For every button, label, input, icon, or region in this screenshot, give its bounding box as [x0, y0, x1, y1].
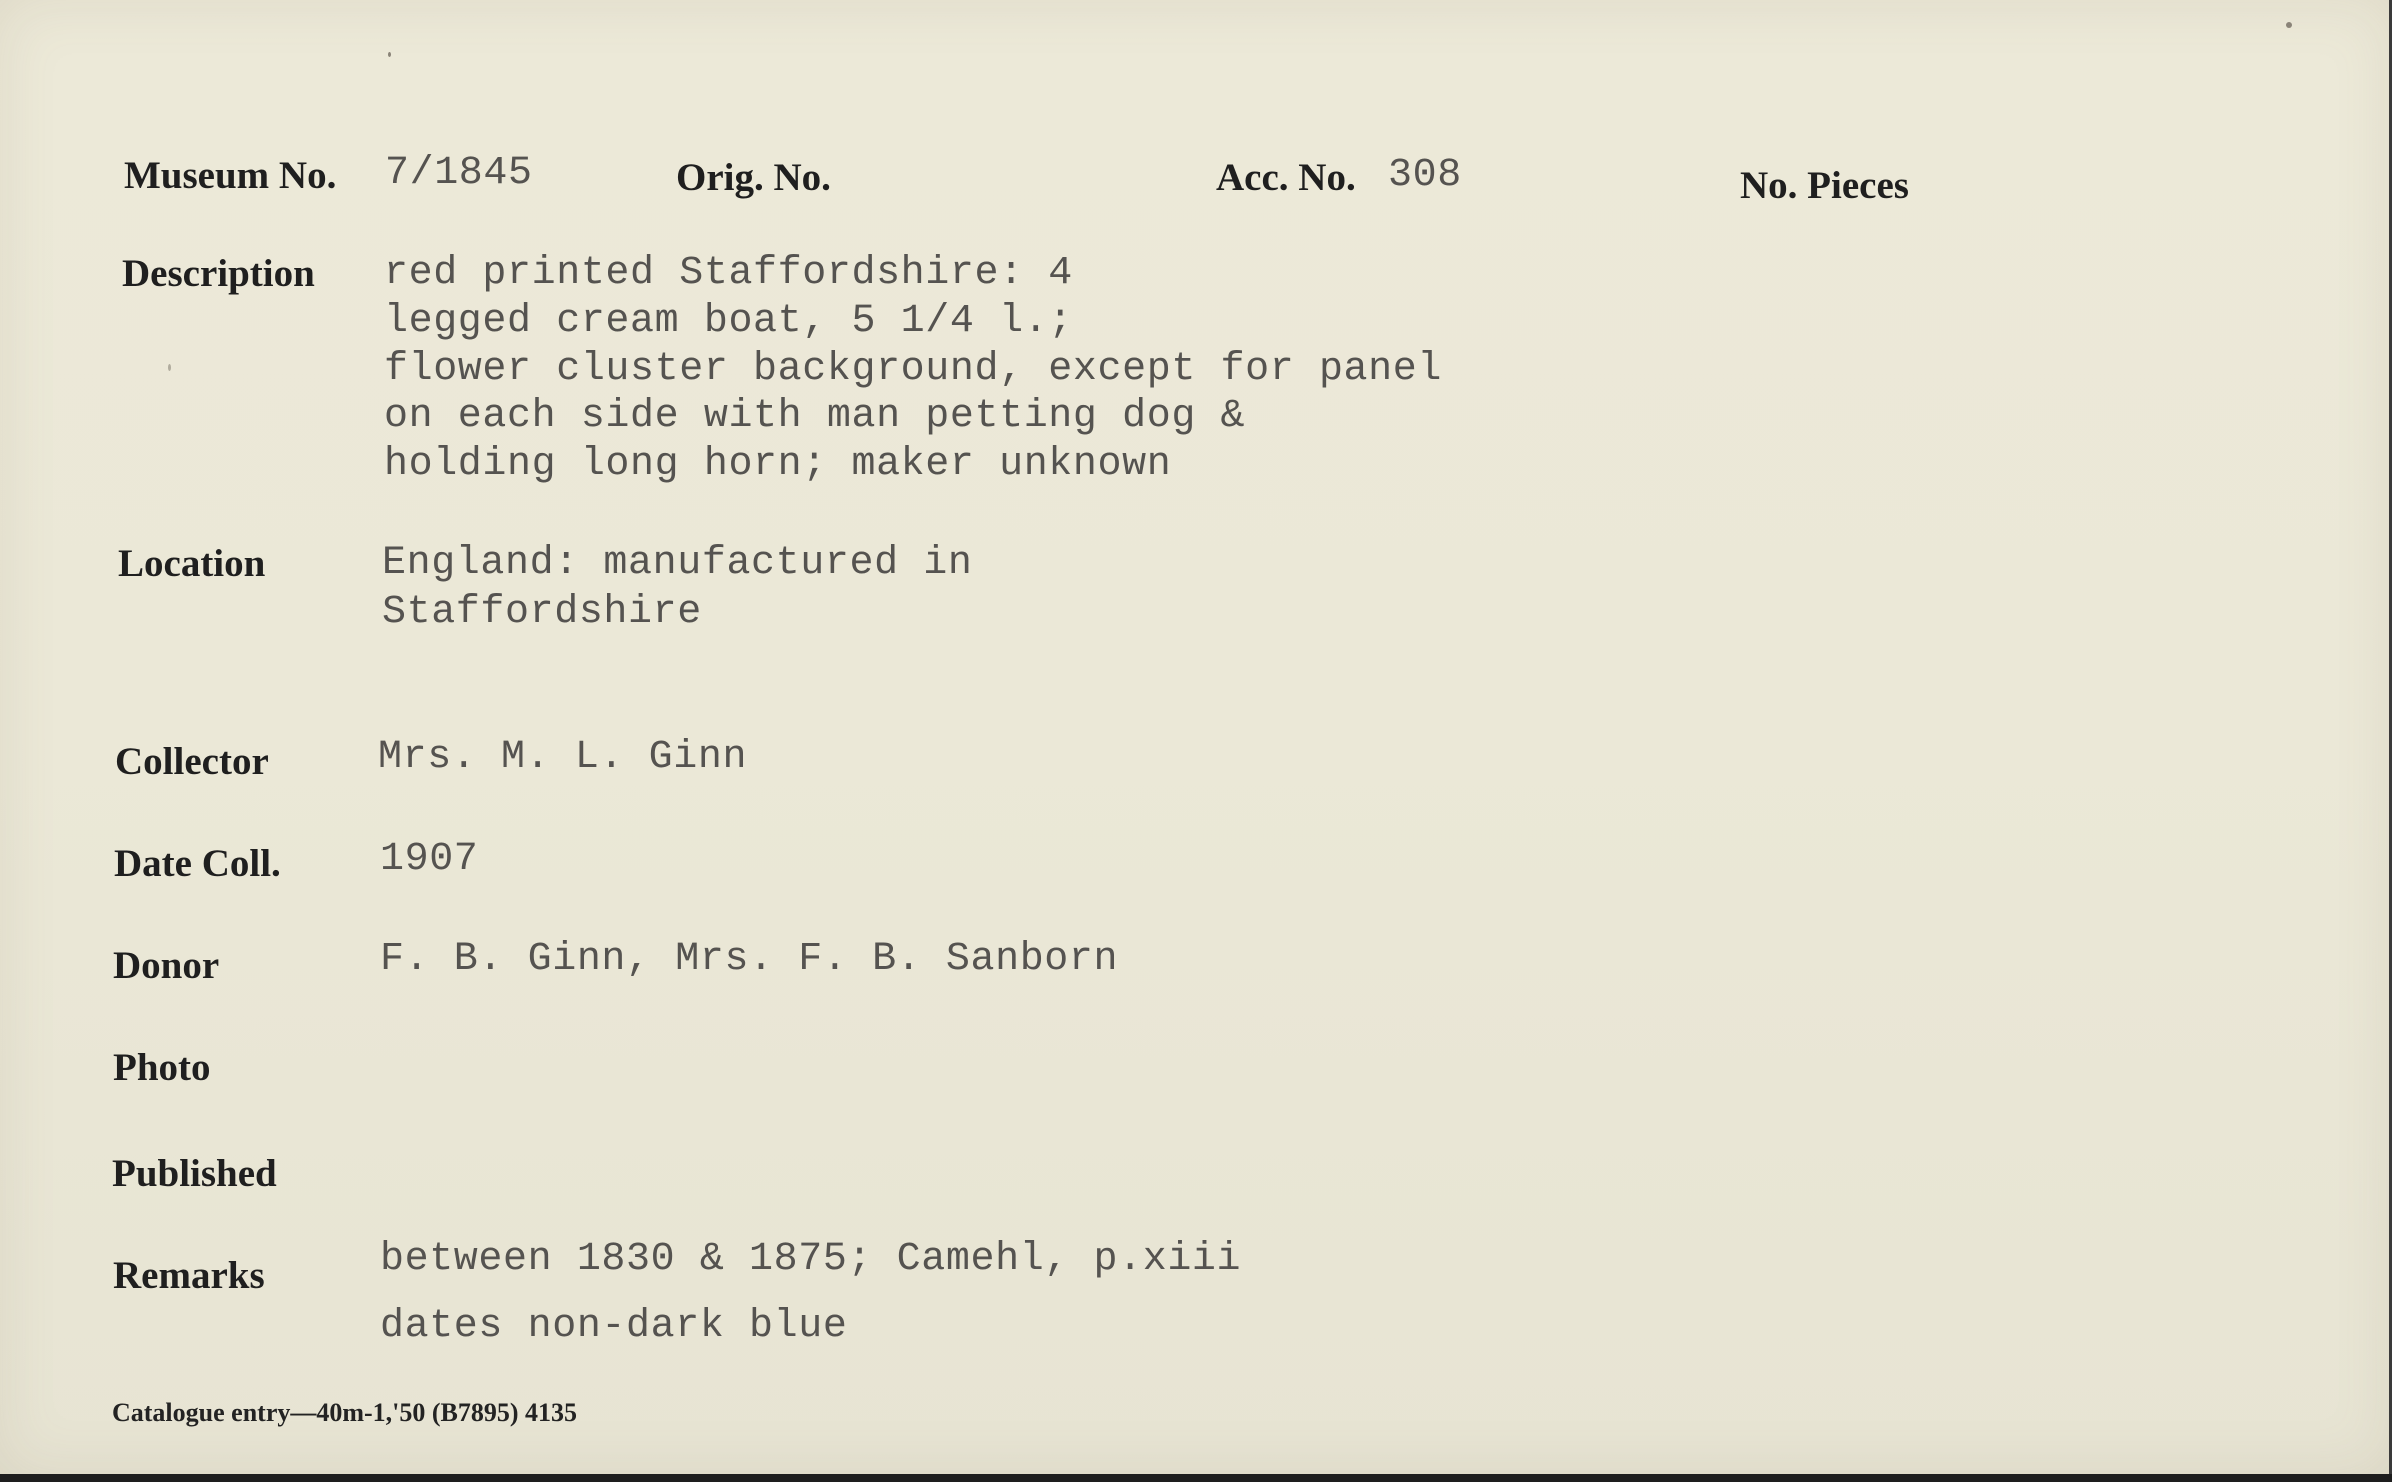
description-line: holding long horn; maker unknown [384, 442, 1172, 487]
description-label: Description [122, 252, 315, 295]
location-line: Staffordshire [382, 590, 702, 635]
description-line: red printed Staffordshire: 4 [384, 251, 1073, 296]
description-line: legged cream boat, 5 1/4 l.; [384, 299, 1073, 344]
catalogue-footer: Catalogue entry—40m-1,'50 (B7895) 4135 [112, 1398, 578, 1427]
remarks-line: between 1830 & 1875; Camehl, p.xiii [380, 1237, 1242, 1282]
paper-speck [168, 364, 171, 371]
orig-no-label: Orig. No. [676, 156, 831, 199]
date-coll-value: 1907 [380, 837, 479, 882]
description-line: on each side with man petting dog & [384, 394, 1246, 439]
paper-speck [2286, 22, 2292, 28]
description-line: flower cluster background, except for panel [384, 347, 1442, 392]
collector-value: Mrs. M. L. Ginn [378, 735, 748, 780]
collector-label: Collector [115, 740, 269, 783]
location-label: Location [118, 542, 266, 585]
donor-label: Donor [113, 944, 220, 987]
acc-no-label: Acc. No. [1216, 156, 1356, 199]
published-label: Published [112, 1152, 277, 1195]
remarks-line: dates non-dark blue [380, 1304, 848, 1349]
no-pieces-label: No. Pieces [1740, 164, 1909, 207]
location-line: England: manufactured in [382, 541, 973, 586]
acc-no-value: 308 [1388, 153, 1462, 198]
remarks-label: Remarks [113, 1254, 265, 1297]
date-coll-label: Date Coll. [114, 842, 281, 885]
museum-no-label: Museum No. [124, 154, 337, 197]
paper-speck [388, 52, 391, 57]
museum-no-value: 7/1845 [385, 151, 533, 196]
photo-label: Photo [113, 1046, 211, 1089]
donor-value: F. B. Ginn, Mrs. F. B. Sanborn [380, 937, 1119, 982]
